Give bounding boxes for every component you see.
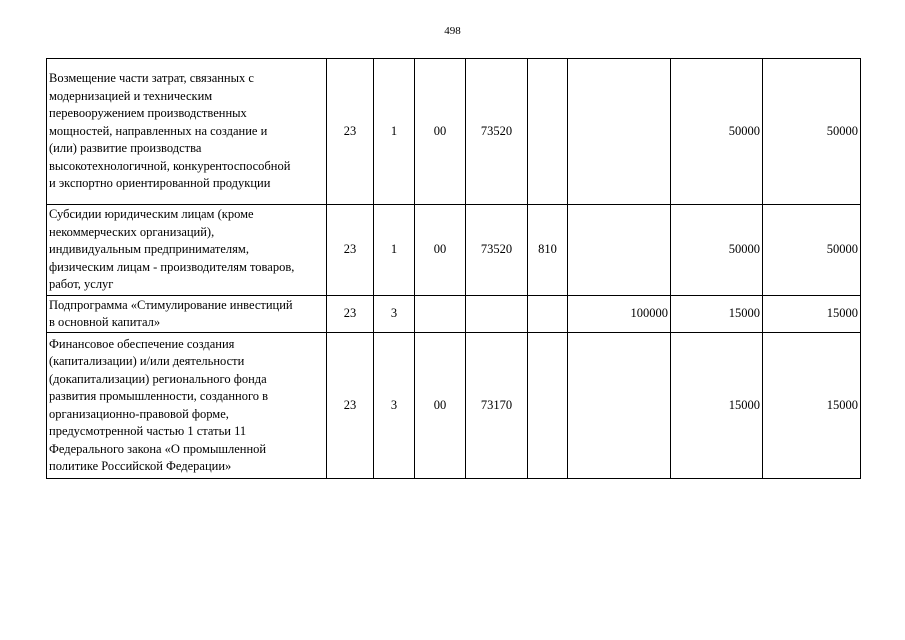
row-name-line: (или) развитие производства [49, 141, 202, 156]
code-cell: 23 [327, 296, 374, 333]
table-row [47, 205, 861, 296]
code-cell: 73170 [466, 333, 528, 479]
row-name-line: (капитализации) и/или деятельности [49, 354, 245, 368]
code-cell [415, 296, 466, 333]
row-name-line: Финансовое обеспечение создания [49, 336, 235, 351]
amount-cell: 100000 [568, 296, 671, 333]
row-name-line: перевооружением производственных [49, 106, 247, 121]
row-name-line: Федерального закона «О промышленной [49, 441, 267, 456]
amount-cell [568, 59, 671, 205]
code-cell [528, 59, 568, 205]
code-cell: 23 [327, 333, 374, 479]
row-name-cell [47, 296, 327, 333]
row-name-line: высокотехнологичной, конкурентоспособной [49, 158, 291, 173]
code-cell: 73520 [466, 59, 528, 205]
row-name-line: Возмещение части затрат, связанных с [49, 71, 254, 86]
row-name-line: индивидуальным предпринимателям, [49, 242, 249, 257]
code-cell: 1 [374, 59, 415, 205]
row-name-cell [47, 205, 327, 296]
table-row [47, 333, 861, 479]
code-cell: 3 [374, 296, 415, 333]
code-cell: 1 [374, 205, 415, 296]
row-name-line: и экспортно ориентированной продукции [49, 176, 271, 191]
row-name-line: Подпрограмма «Стимулирование инвестиций [49, 297, 293, 312]
code-cell: 23 [327, 205, 374, 296]
amount-cell [568, 333, 671, 479]
code-cell: 00 [415, 205, 466, 296]
code-cell: 3 [374, 333, 415, 479]
code-cell [466, 296, 528, 333]
amount-cell: 50000 [763, 59, 861, 205]
row-name-line: организационно-правовой форме, [49, 406, 229, 421]
row-name-line: модернизацией и техническим [49, 88, 213, 103]
row-name-line: физическим лицам - производителям товаров, [49, 259, 295, 274]
row-name-line: политике Российской Федерации» [49, 459, 232, 473]
code-cell: 00 [415, 333, 466, 479]
row-name-line: мощностей, направленных на создание и [49, 123, 268, 138]
row-name-cell [47, 333, 327, 479]
code-cell [528, 296, 568, 333]
code-cell: 00 [415, 59, 466, 205]
amount-cell: 15000 [671, 333, 763, 479]
amount-cell: 15000 [763, 296, 861, 333]
code-cell: 73520 [466, 205, 528, 296]
row-name-line: предусмотренной частью 1 статьи 11 [49, 424, 247, 438]
row-name-line: Субсидии юридическим лицам (кроме [49, 207, 254, 222]
page-number: 498 [444, 25, 461, 37]
amount-cell: 50000 [671, 205, 763, 296]
code-cell [528, 333, 568, 479]
amount-cell: 15000 [671, 296, 763, 333]
row-name-line: работ, услуг [49, 277, 114, 292]
amount-cell: 50000 [763, 205, 861, 296]
row-name-line: в основной капитал» [49, 315, 161, 329]
amount-cell: 15000 [763, 333, 861, 479]
amount-cell [568, 205, 671, 296]
table-body [47, 59, 861, 479]
row-name-line: (докапитализации) регионального фонда [49, 371, 267, 386]
code-cell: 810 [528, 205, 568, 296]
amount-cell: 50000 [671, 59, 763, 205]
row-name-line: развития промышленности, созданного в [49, 389, 269, 403]
row-name-line: некоммерческих организаций), [49, 224, 215, 239]
budget-table [46, 58, 861, 479]
table-row [47, 59, 861, 205]
code-cell: 23 [327, 59, 374, 205]
table-row [47, 296, 861, 333]
row-name-cell [47, 59, 327, 205]
